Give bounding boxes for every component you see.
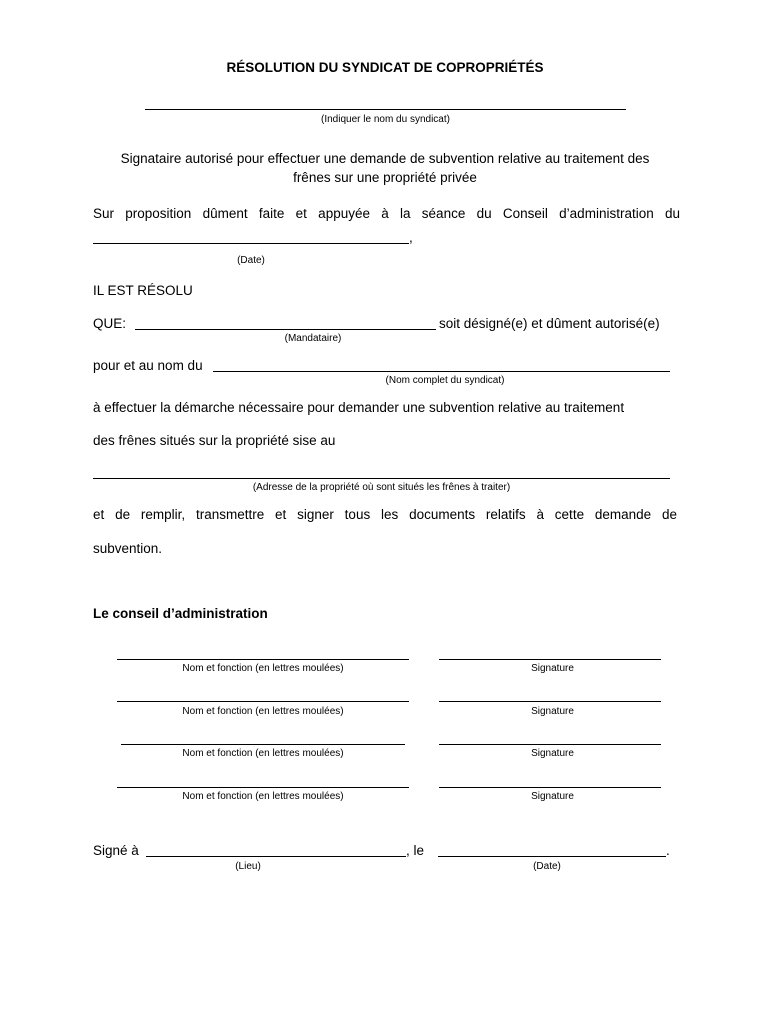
property-address-field[interactable] xyxy=(93,478,670,479)
document-title: RÉSOLUTION DU SYNDICAT DE COPROPRIÉTÉS xyxy=(226,60,544,75)
proposal-text: Sur proposition dûment faite et appuyée à la séance du Conseil d’administration du xyxy=(93,206,680,221)
step-line-2: des frênes situés sur la propriété sise au xyxy=(93,433,336,448)
signed-at-label: Signé à xyxy=(93,843,139,858)
signatory-name-field[interactable] xyxy=(117,787,409,788)
syndicate-name-field[interactable] xyxy=(145,109,626,110)
resolved-heading: IL EST RÉSOLU xyxy=(93,283,193,298)
subtitle-line-2: frênes sur une propriété privée xyxy=(293,170,477,185)
meeting-date-hint: (Date) xyxy=(237,255,265,266)
meeting-date-field[interactable] xyxy=(93,243,409,244)
subtitle-line-1: Signataire autorisé pour effectuer une demande de subvention relative au traitement des xyxy=(120,151,650,166)
signed-le-label: , le xyxy=(406,843,425,858)
signatory-signature-field[interactable] xyxy=(439,787,661,788)
fill-text-line-2: subvention. xyxy=(93,541,163,556)
signing-place-hint: (Lieu) xyxy=(235,861,261,872)
proposal-comma: , xyxy=(409,230,413,245)
signed-period: . xyxy=(666,843,670,858)
syndicate-full-name-hint: (Nom complet du syndicat) xyxy=(385,375,505,386)
signatory-signature-field[interactable] xyxy=(439,659,661,660)
signatory-name-hint: Nom et fonction (en lettres moulées) xyxy=(182,706,344,717)
mandataire-hint: (Mandataire) xyxy=(284,333,342,344)
signatory-name-field[interactable] xyxy=(117,701,409,702)
signatory-signature-hint: Signature xyxy=(531,663,574,674)
signatory-signature-field[interactable] xyxy=(439,744,661,745)
signing-date-hint: (Date) xyxy=(533,861,561,872)
signatory-signature-hint: Signature xyxy=(531,791,574,802)
board-heading: Le conseil d’administration xyxy=(93,606,268,621)
signatory-name-hint: Nom et fonction (en lettres moulées) xyxy=(182,663,344,674)
signing-date-field[interactable] xyxy=(438,856,666,857)
signing-place-field[interactable] xyxy=(146,856,406,857)
signatory-name-field[interactable] xyxy=(121,744,405,745)
signatory-signature-hint: Signature xyxy=(531,748,574,759)
syndicate-full-name-field[interactable] xyxy=(213,371,670,372)
signatory-name-hint: Nom et fonction (en lettres moulées) xyxy=(182,748,344,759)
signatory-name-hint: Nom et fonction (en lettres moulées) xyxy=(182,791,344,802)
step-line-1: à effectuer la démarche nécessaire pour demander une subvention relative au traitement xyxy=(93,400,625,415)
signatory-signature-field[interactable] xyxy=(439,701,661,702)
behalf-label: pour et au nom du xyxy=(93,358,203,373)
mandataire-field[interactable] xyxy=(135,329,436,330)
que-label: QUE: xyxy=(93,316,127,331)
signatory-name-field[interactable] xyxy=(117,659,409,660)
fill-text-line-1: et de remplir, transmettre et signer tous les documents relatifs à cette demande de xyxy=(93,507,677,522)
signatory-signature-hint: Signature xyxy=(531,706,574,717)
syndicate-name-hint: (Indiquer le nom du syndicat) xyxy=(321,114,450,125)
que-suffix: soit désigné(e) et dûment autorisé(e) xyxy=(439,316,660,331)
property-address-hint: (Adresse de la propriété où sont situés les frênes à traiter) xyxy=(252,482,511,493)
